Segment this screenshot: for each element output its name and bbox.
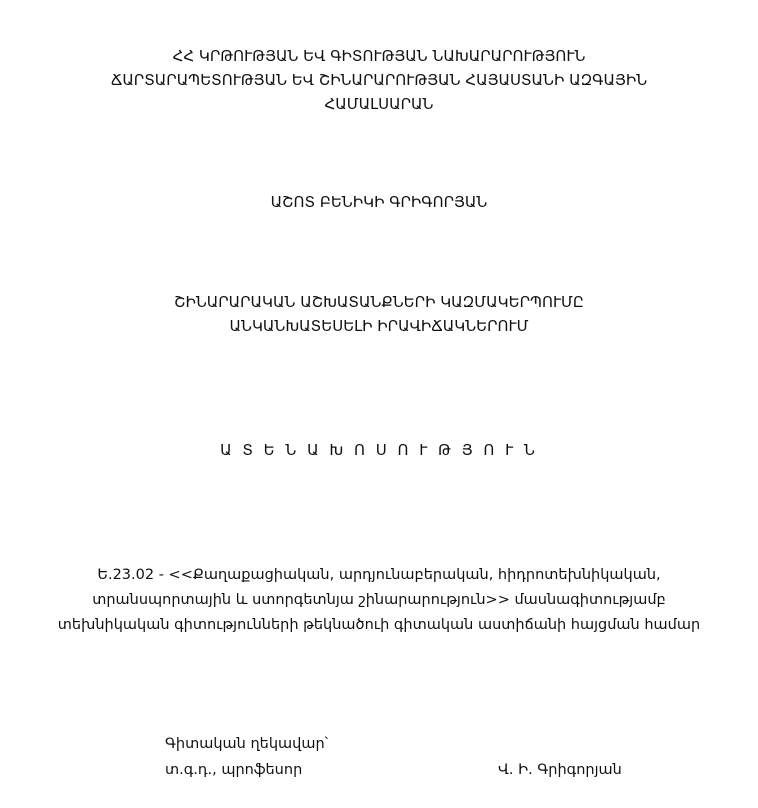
- supervisor-degree: տ.գ.դ., պրոֆեսոր: [165, 762, 303, 778]
- title-line: ՇԻՆԱՐԱՐԱԿԱՆ ԱՇԽԱՏԱՆՔՆԵՐԻ ԿԱԶՄԱԿԵՐՊՈՒՄԸ: [174, 293, 584, 311]
- specialty-line: տեխնիկական գիտությունների թեկնածուի գիտական աստիճանի հայցման համար: [57, 617, 701, 633]
- ministry-line: ՀՀ ԿՐԹՈՒԹՅԱՆ ԵՎ ԳԻՏՈՒԹՅԱՆ ՆԱԽԱՐԱՐՈՒԹՅՈՒՆ: [172, 47, 586, 65]
- ministry-header: [0, 44, 758, 116]
- title-line: ԱՆԿԱՆԽԱՏԵՍԵԼԻ ԻՐԱՎԻՃԱԿՆԵՐՈՒՄ: [229, 317, 529, 335]
- supervisor-name: Վ. Ի. Գրիգորյան: [498, 762, 622, 778]
- dissertation-title: [0, 290, 758, 338]
- supervisor-label: Գիտական ղեկավար՝: [165, 736, 329, 752]
- specialty-description: [0, 563, 758, 638]
- ministry-line: ՃԱՐՏԱՐԱՊԵՏՈՒԹՅԱՆ ԵՎ ՇԻՆԱՐԱՐՈՒԹՅԱՆ ՀԱՅԱՍՏԱՆԻ ԱԶԳԱՅԻՆ: [110, 71, 648, 89]
- specialty-line: Ե.23.02 - <<Քաղաքացիական, արդյունաբերական, հիդրոտեխնիկական,: [97, 567, 661, 583]
- ministry-line: ՀԱՄԱԼՍԱՐԱՆ: [324, 95, 434, 113]
- specialty-line: տրանսպորտային և ստորգետնյա շինարարություն>> մասնագիտությամբ: [92, 592, 666, 608]
- author-name: ԱՇՈՏ ԲԵՆԻԿԻ ԳՐԻԳՈՐՅԱՆ: [270, 193, 488, 211]
- document-type: Ա Տ Ե Ն Ա Խ Ո Ս Ո Ւ Թ Յ Ո Ւ Ն: [220, 441, 538, 459]
